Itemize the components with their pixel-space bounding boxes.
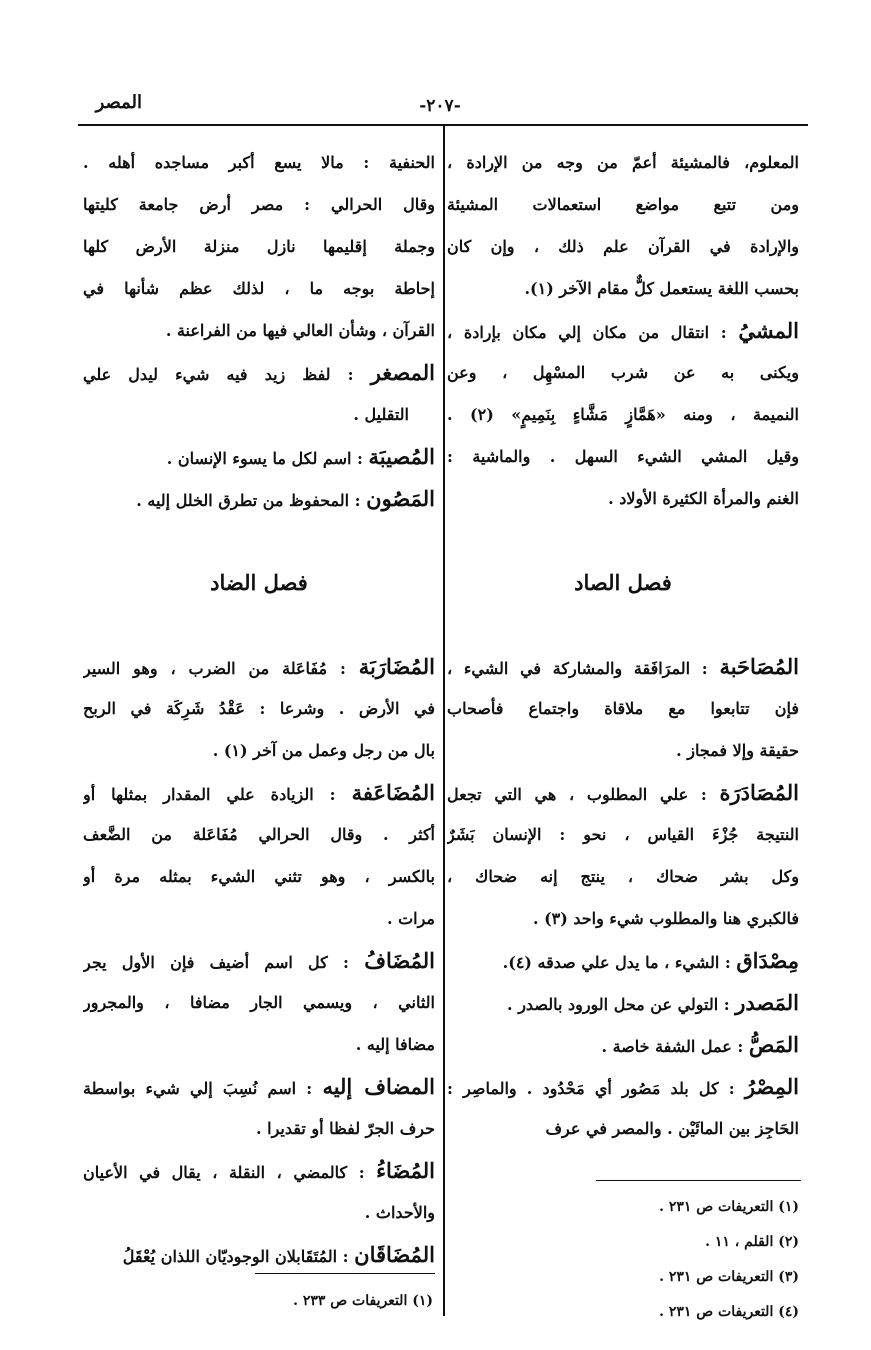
text-line	[83, 982, 435, 1024]
line-text: حقيقة وإلا فمجاز .	[676, 741, 799, 760]
line-text: : مُفَاعَلة من الضرب ، وهو السير	[83, 659, 359, 678]
entry-term: المضاف إليه	[322, 1074, 435, 1099]
line-text: وكل بشر ضحاك ، ينتج إنه ضحاك ،	[447, 867, 799, 886]
entry-line	[83, 772, 435, 814]
entry-term: المُصَاحَبة	[719, 654, 799, 679]
line-text: وجملة إقليمها نازل منزلة الأرض كلها	[83, 237, 435, 256]
text-line	[83, 730, 435, 772]
line-text: والأحداث .	[364, 1203, 435, 1222]
line-text: : كل اسم أضيف فإن الأول يجر	[83, 953, 365, 972]
text-line	[447, 268, 799, 310]
text-line	[447, 688, 799, 730]
text-line	[83, 856, 435, 898]
entry-term: المُصَادَرَة	[719, 780, 799, 805]
line-text: فالكبري هنا والمطلوب شيء واحد (٣) .	[532, 909, 799, 928]
entry-line	[447, 1066, 799, 1108]
text-line	[83, 394, 435, 436]
entry-term: المُصيبَة	[368, 444, 435, 469]
line-text: التقليل .	[353, 405, 409, 424]
text-line	[83, 688, 435, 730]
text-line	[447, 814, 799, 856]
text-line	[447, 226, 799, 268]
spacer	[447, 520, 799, 562]
line-text: : عمل الشفة خاصة .	[601, 1037, 749, 1056]
footnote: (١) التعريفات ص ٢٣١ .	[659, 1199, 799, 1215]
line-text: حرف الجرّ لفظا أو تقديرا .	[255, 1119, 435, 1138]
line-text: وقيل المشي الشيء السهل . والماشية :	[447, 447, 799, 466]
entry-term: المَصُّ	[748, 1032, 799, 1057]
text-line	[447, 898, 799, 940]
line-text: أكثر . وقال الحرالي مُفَاعَلة من الضَّعف	[83, 825, 435, 844]
entry-line	[83, 1234, 435, 1276]
line-text: : كل بلد مَصُور أي مَحْدُود . والماصِر :	[447, 1079, 745, 1098]
left-column	[83, 142, 435, 1276]
line-text: : انتقال من مكان إلي مكان بإرادة ،	[447, 323, 739, 342]
entry-line	[447, 646, 799, 688]
entry-term: المُضَاعَفة	[351, 780, 435, 805]
entry-term: المشيُ	[738, 318, 799, 343]
line-text: إحاطة بوجه ما ، لذلك عظم شأنها في	[83, 279, 435, 298]
line-text: : علي المطلوب ، هي التي تجعل	[447, 785, 720, 804]
text-line	[83, 268, 435, 310]
section-heading: فصل الضاد	[210, 570, 308, 595]
text-line	[83, 898, 435, 940]
entry-line	[83, 1150, 435, 1192]
entry-line	[447, 1024, 799, 1066]
line-text: مرات .	[386, 909, 435, 928]
line-text: المعلوم، فالمشيئة أعمّ من وجه من الإرادة ،	[447, 153, 799, 172]
line-text: ويكنى به عن شرب المسْهِل ، وعن	[447, 363, 799, 382]
entry-term: المُضَارَبَة	[358, 654, 435, 679]
line-text: ومن تتبع مواضع استعمالات المشيئة	[447, 195, 799, 214]
entry-term: المِصْرُ	[744, 1074, 799, 1099]
spacer	[83, 604, 435, 646]
running-header-title: المصر	[95, 92, 142, 113]
line-text: القرآن ، وشأن العالي فيها من الفراعنة .	[165, 321, 435, 340]
entry-line	[83, 940, 435, 982]
entry-term: المَصدر	[735, 990, 799, 1015]
section-heading: فصل الصاد	[574, 570, 672, 595]
line-text: الحَاجِز بين المائَيْن . والمصر في عرف	[545, 1119, 799, 1138]
text-line	[447, 478, 799, 520]
text-line	[447, 856, 799, 898]
line-text: : اسم نُسِبَ إلي شيء بواسطة	[83, 1079, 323, 1098]
footnote: (١) التعريفات ص ٢٣٣ .	[293, 1293, 433, 1309]
text-line	[447, 394, 799, 436]
text-line	[447, 352, 799, 394]
entry-line	[83, 436, 435, 478]
footnote: (٤) التعريفات ص ٢٣١ .	[659, 1304, 799, 1320]
line-text: بحسب اللغة يستعمل كلٌّ مقام الآخر (١).	[524, 279, 799, 298]
text-line	[447, 142, 799, 184]
line-text: الحنفية : مالا يسع أكبر مساجده أهله .	[83, 153, 435, 172]
line-text: فإن تتابعوا مع ملاقاة واجتماع فأصحاب	[447, 699, 799, 718]
left-footnote-rule	[255, 1273, 435, 1274]
line-text: بالكسر ، وهو تثني الشيء بمثله مرة أو	[83, 867, 435, 886]
line-text: بال من رجل وعمل من آخر (١) .	[212, 741, 435, 760]
text-line	[447, 436, 799, 478]
entry-term: المَصُون	[366, 486, 435, 511]
spacer	[447, 604, 799, 646]
entry-line	[83, 352, 435, 394]
text-line	[83, 1192, 435, 1234]
line-text: النميمة ، ومنه «هَمَّازٍ مَشَّاءٍ بِنَمِيمٍ» (٢) .	[447, 405, 799, 424]
entry-line	[447, 940, 799, 982]
text-line	[83, 814, 435, 856]
entry-line	[83, 646, 435, 688]
line-text: : المحفوظ من تطرق الخلل إليه .	[136, 491, 367, 510]
line-text: : الزيادة علي المقدار بمثلها أو	[83, 785, 352, 804]
right-column	[447, 142, 799, 1150]
entry-term: المُضَافُ	[364, 948, 435, 973]
entry-line	[447, 982, 799, 1024]
line-text: : اسم لكل ما يسوء الإنسان .	[166, 449, 369, 468]
line-text: في الأرض . وشرعا : عَقْدُ شَرِكَة في الربح	[83, 699, 435, 718]
text-line	[83, 1108, 435, 1150]
entry-term: المصغر	[370, 360, 435, 385]
line-text: : الشيء ، ما يدل علي صدقه (٤).	[502, 953, 737, 972]
text-line	[83, 1024, 435, 1066]
spacer	[83, 520, 435, 562]
text-line	[83, 226, 435, 268]
footnote: (٢) القلم ، ١١ .	[705, 1234, 799, 1250]
page-number: -٢٠٧-	[419, 96, 461, 116]
entry-line	[83, 1066, 435, 1108]
text-line	[83, 184, 435, 226]
line-text: الغنم والمرأة الكثيرة الأولاد .	[608, 489, 799, 508]
right-footnote-rule	[596, 1180, 801, 1181]
text-line	[447, 184, 799, 226]
entry-term: المُضَاءُ	[376, 1158, 435, 1183]
line-text: الثاني ، ويسمي الجار مضافا ، والمجرور	[83, 993, 435, 1012]
line-text: : المرَافَقة والمشاركة في الشيء ،	[447, 659, 720, 678]
column-divider	[443, 126, 445, 1316]
line-text: : التولي عن محل الورود بالصدر .	[507, 995, 736, 1014]
text-line	[447, 730, 799, 772]
entry-line	[447, 772, 799, 814]
footnote: (٣) التعريفات ص ٢٣١ .	[659, 1269, 799, 1285]
entry-line	[447, 310, 799, 352]
line-text: والإرادة في القرآن علم ذلك ، وإن كان	[447, 237, 799, 256]
entry-term: مِصْدَاق	[736, 948, 799, 973]
text-line	[83, 310, 435, 352]
entry-term: المُضَاقَان	[354, 1242, 435, 1267]
entry-line	[83, 478, 435, 520]
text-line	[83, 142, 435, 184]
text-line	[447, 1108, 799, 1150]
line-text: وقال الحرالي : مصر أرض جامعة كليتها	[83, 195, 435, 214]
line-text: : المُتَقَابلان الوجوديّان اللذان يُعْقَلُ	[122, 1247, 355, 1266]
line-text: : كالمضي ، النقلة ، يقال في الأعيان	[83, 1163, 377, 1182]
line-text: النتيجة جُزْءَ القياس ، نحو : الإنسان بَشَرٌ	[447, 825, 799, 844]
line-text: مضافا إليه .	[355, 1035, 435, 1054]
line-text: : لفظ زيد فيه شيء ليدل علي	[83, 365, 371, 384]
